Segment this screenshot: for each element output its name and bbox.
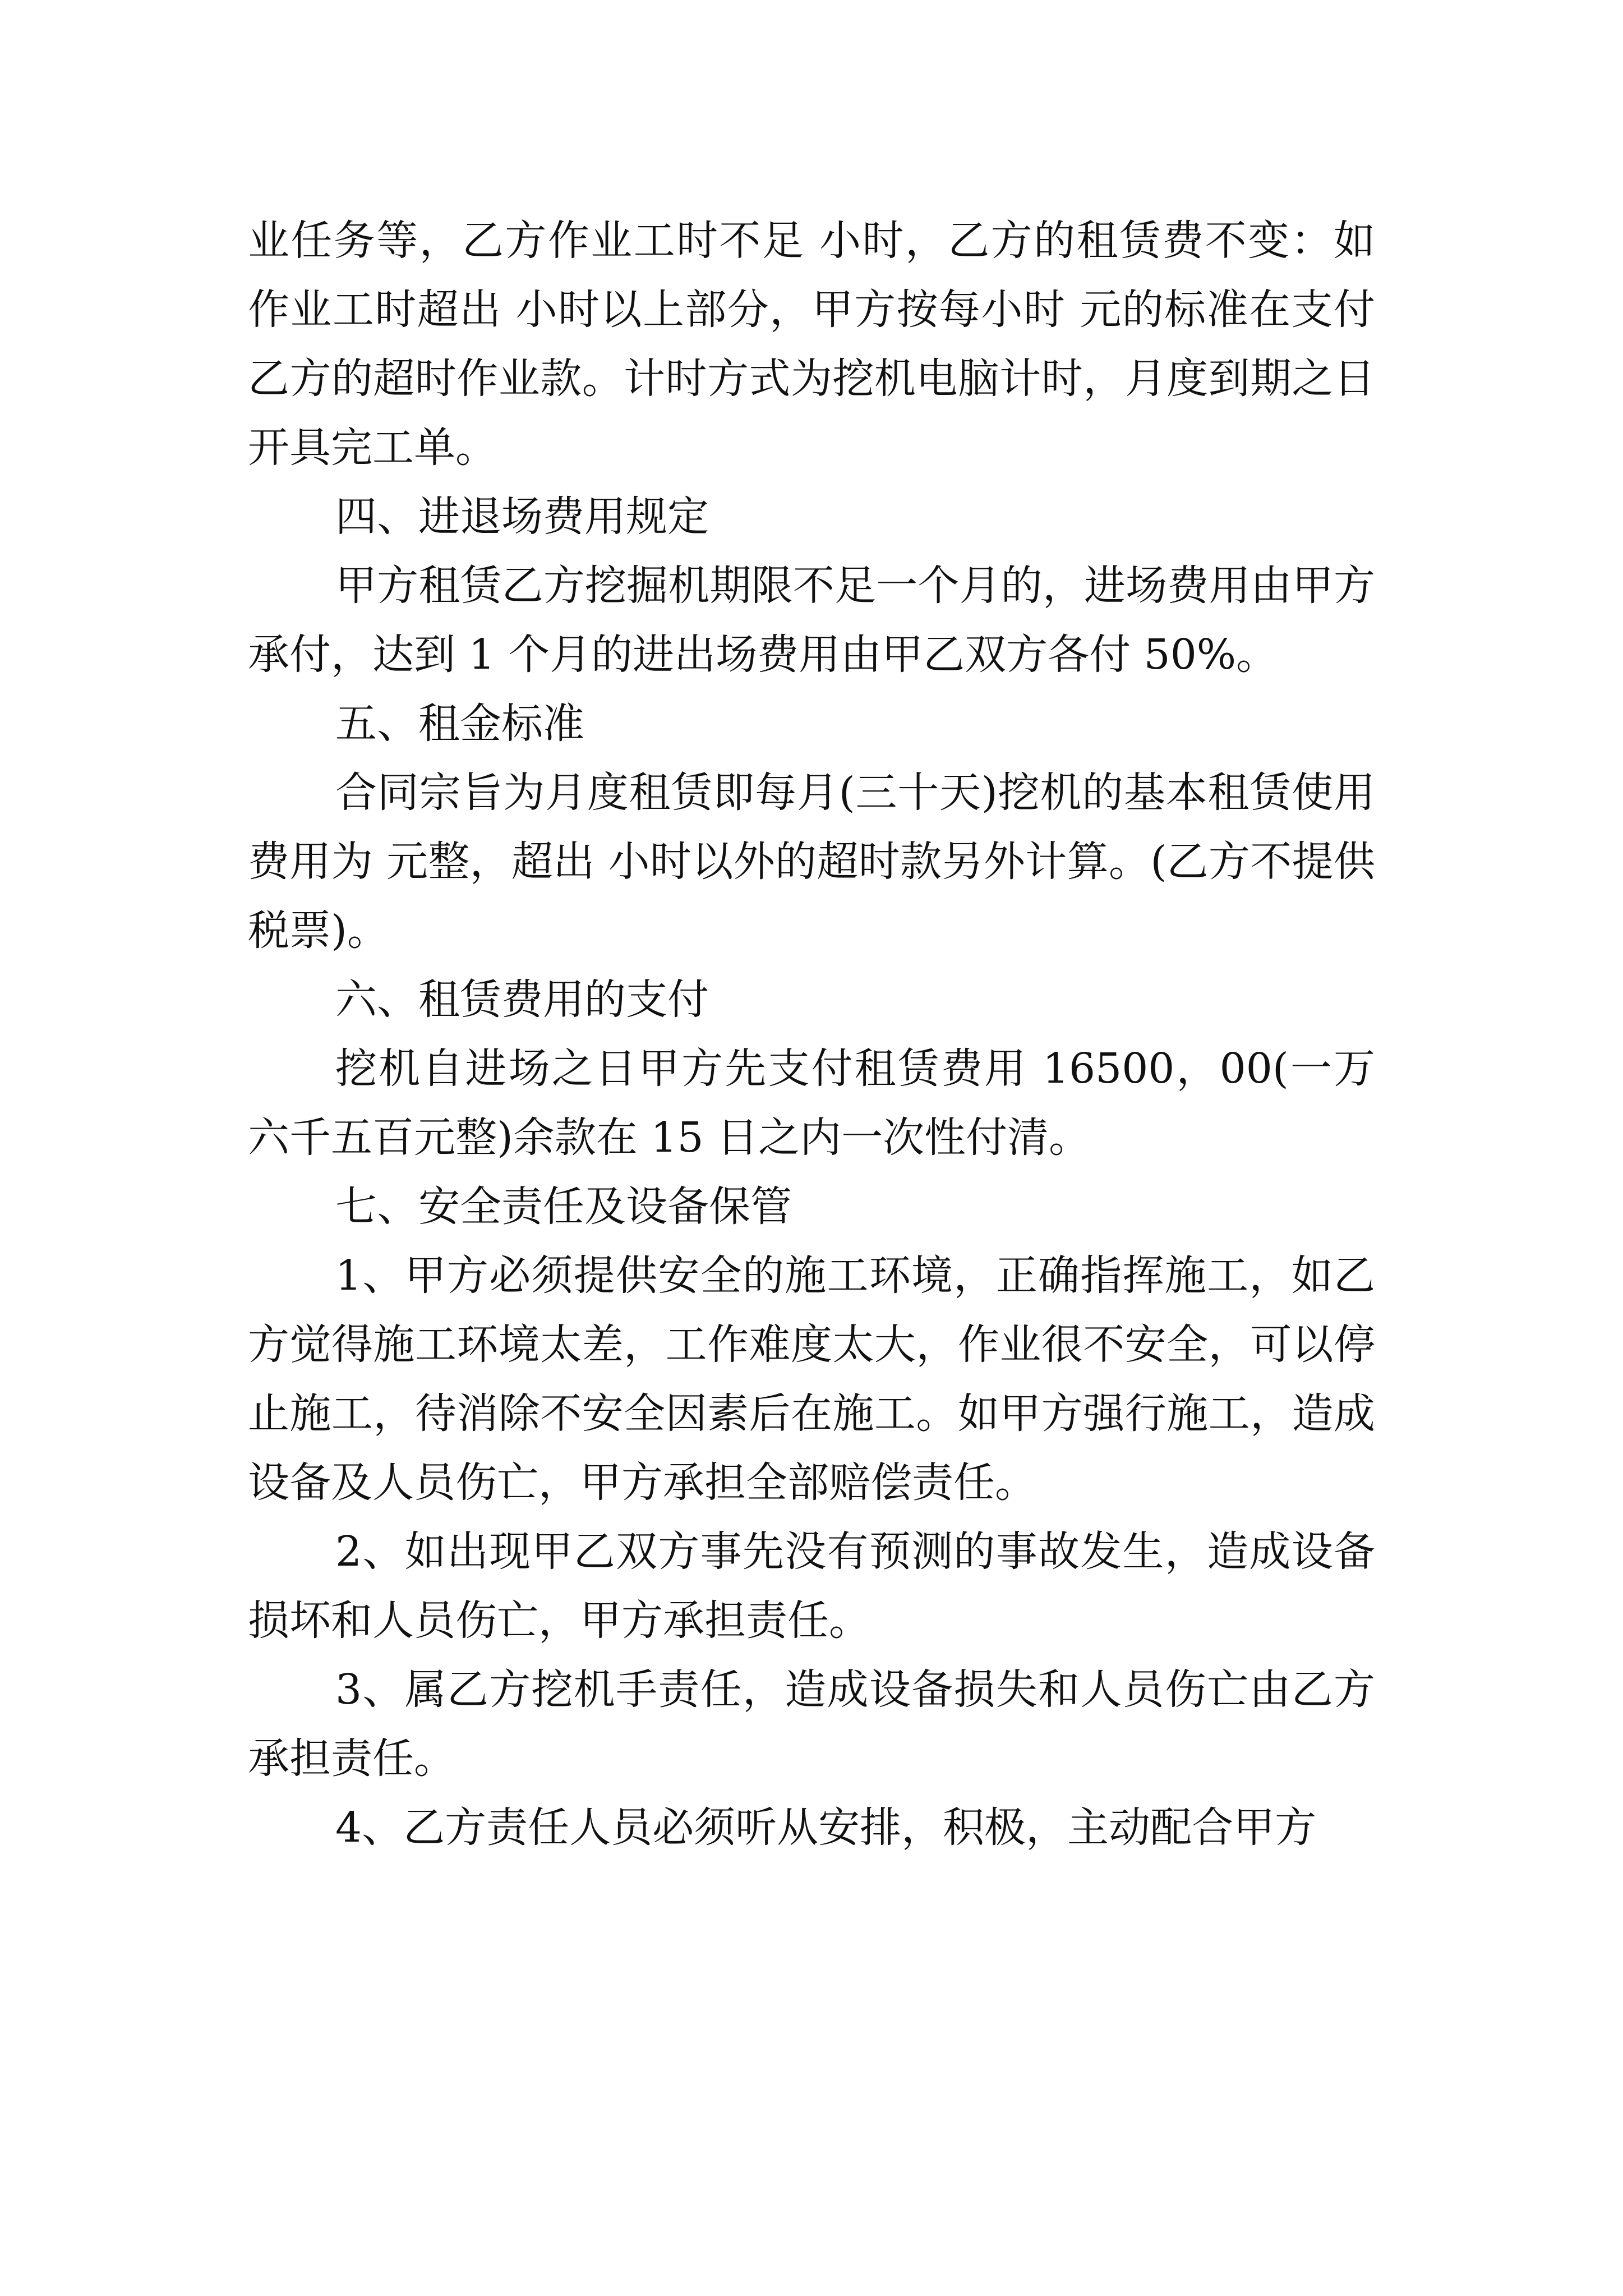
- paragraph-payment: 挖机自进场之日甲方先支付租赁费用 16500，00(一万六千五百元整)余款在 15 日之内一次性付清。: [248, 1045, 1375, 1162]
- section-heading-payment: 六、租赁费用的支付: [335, 976, 709, 1024]
- section-heading-safety: 七、安全责任及设备保管: [335, 1182, 792, 1231]
- section-heading-entry-exit-fees: 四、进退场费用规定: [335, 493, 709, 541]
- paragraph-safety-item-3: 3、属乙方挖机手责任，造成设备损失和人员伤亡由乙方承担责任。: [248, 1665, 1375, 1783]
- paragraph-entry-exit-fees: 甲方租赁乙方挖掘机期限不足一个月的，进场费用由甲方承付，达到 1 个月的进出场费用由甲乙双方各付 50%。: [248, 562, 1375, 679]
- section-heading-rent-standard: 五、租金标准: [335, 700, 584, 748]
- paragraph-continuation: 业任务等，乙方作业工时不足 小时，乙方的租赁费不变：如作业工时超出 小时以上部分，甲方按每小时 元的标准在支付乙方的超时作业款。计时方式为挖机电脑计时，月度到期之日开具完工单。: [248, 217, 1375, 472]
- paragraph-rent-standard: 合同宗旨为月度租赁即每月(三十天)挖机的基本租赁使用费用为 元整，超出 小时以外的超时款另外计算。(乙方不提供税票)。: [248, 769, 1375, 955]
- paragraph-safety-item-2: 2、如出现甲乙双方事先没有预测的事故发生，造成设备损坏和人员伤亡，甲方承担责任。: [248, 1527, 1375, 1645]
- paragraph-safety-item-4: 4、乙方责任人员必须听从安排，积极，主动配合甲方: [335, 1803, 1317, 1852]
- document-body: [248, 206, 1375, 1862]
- paragraph-safety-item-1: 1、甲方必须提供安全的施工环境，正确指挥施工，如乙方觉得施工环境太差，工作难度太大，作业很不安全，可以停止施工，待消除不安全因素后在施工。如甲方强行施工，造成设备及人员伤亡，甲方承担全部赔偿责任。: [248, 1251, 1375, 1507]
